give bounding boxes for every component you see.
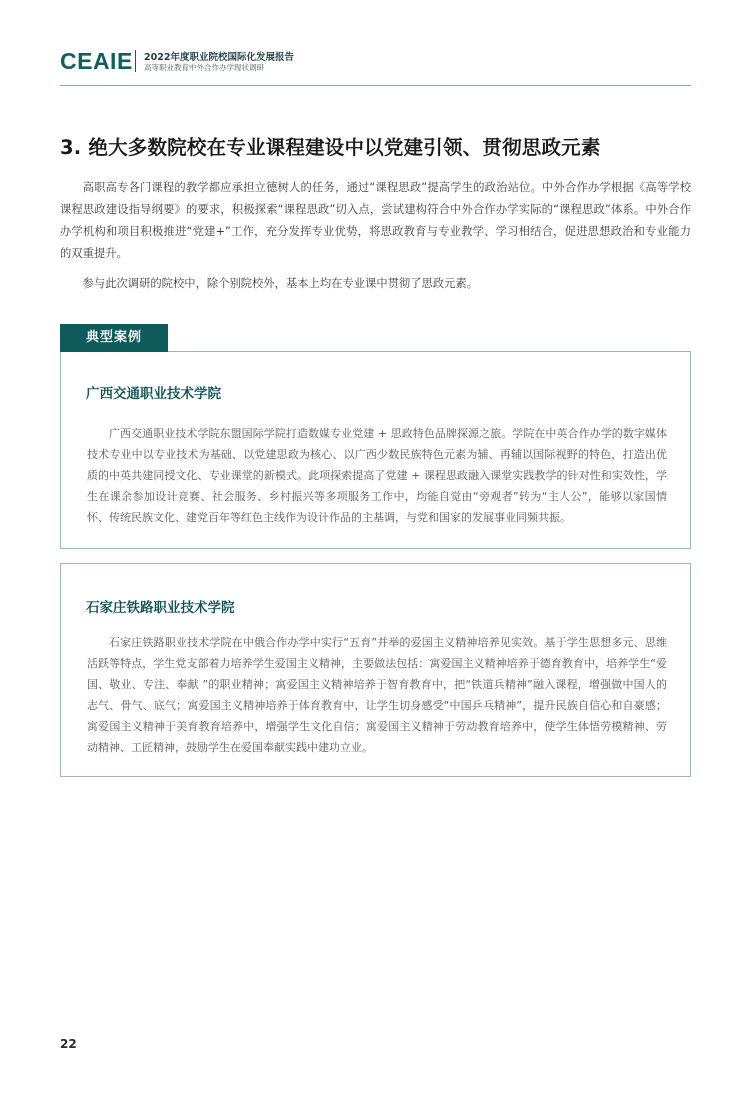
report-subtitle: 高等职业教育中外合作办学现状调研 xyxy=(144,63,264,72)
typical-case-label: 典型案例 xyxy=(60,324,168,352)
page-header xyxy=(60,44,691,84)
case-title: 石家庄铁路职业技术学院 xyxy=(86,600,235,616)
section-title: 3. 绝大多数院校在专业课程建设中以党建引领、贯彻思政元素 xyxy=(60,136,601,159)
body-paragraph-1: 高职高专各门课程的教学都应承担立德树人的任务，通过“课程思政”提高学生的政治站位。中外合作办学根据《高等学校课程思政建设指导纲要》的要求，积极探索“课程思政”切入点，尝试建构符合中外合作办学实际的“课程思政”体系。中外合作办学机构和项目积极推进“党建+”工作，充分发挥专业优势，将思政教育与专业教学、学习相结合，促进思想政治和专业能力的双重提升。 xyxy=(60,181,691,260)
case-body: 广西交通职业技术学院东盟国际学院打造数媒专业党建 + 思政特色品牌探源之旅。学院在中英合作办学的数字媒体技术专业中以专业技术为基础、以党建思政为核心、以广西少数民族特色元素为辅、再辅以国际视野的特色，打造出优质的中英共建同授文化、专业课堂的新模式。此项探索提高了党建 + 课程思政融入课堂实践教学的针对性和实效性，学生在课余参加设计竞赛、社会服务、乡村振兴等多项服务工作中，均能自觉由“旁观者”转为“主人公”，能够以家国情怀、传统民族文化、建党百年等红色主线作为设计作品的主基调，与党和国家的发展事业同频共振。 xyxy=(87,427,667,524)
case-box-shijiazhuang xyxy=(60,563,691,777)
case-box-guangxi xyxy=(60,351,691,549)
case-title: 广西交通职业技术学院 xyxy=(86,386,221,402)
ceaie-logo: CEAIE xyxy=(60,48,133,74)
report-title: 2022年度职业院校国际化发展报告 xyxy=(144,52,294,63)
body-paragraph-2: 参与此次调研的院校中，除个别院校外，基本上均在专业课中贯彻了思政元素。 xyxy=(82,277,478,290)
page-number: 22 xyxy=(60,1037,77,1051)
header-divider xyxy=(135,50,136,72)
header-rule xyxy=(60,85,691,86)
case-body: 石家庄铁路职业技术学院在中俄合作办学中实行“五育”并举的爱国主义精神培养见实效。基于学生思想多元、思维活跃等特点，学生党支部着力培养学生爱国主义精神，主要做法包括：寓爱国主义精神培养于德育教育中，培养学生“爱国、敬业、专注、奉献 ”的职业精神；寓爱国主义精神培养于智育教育中，把“铁道兵精神”融入课程，增强做中国人的志气、骨气、底气；寓爱国主义精神培养于体育教育中，让学生切身感受“中国乒乓精神”，提升民族自信心和自豪感；寓爱国主义精神于美育教育培养中，增强学生文化自信；寓爱国主义精神于劳动教育培养中，使学生体悟劳模精神、劳动精神、工匠精神，鼓励学生在爱国奉献实践中建功立业。 xyxy=(87,636,667,754)
